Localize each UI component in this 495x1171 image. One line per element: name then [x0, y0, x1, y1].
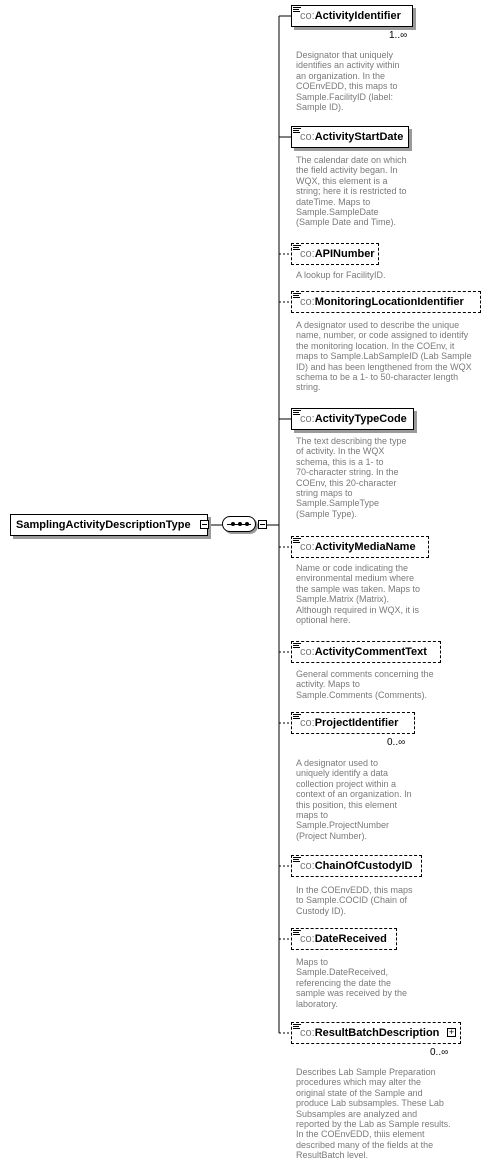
element-annotation-icon [293, 538, 301, 544]
element-annotation-icon [293, 643, 301, 649]
element-annotation-icon [293, 410, 301, 416]
element-description: The text describing the type of activity. In the WQX schema, this is a 1- to 70-character string. In the COEnv, this 20-character string maps to Sample.SampleType (Sample Type). [296, 436, 407, 519]
element-description: Designator that uniquely identifies an activity within an organization. In the COEnvEDD, this maps to Sample.FacilityID (label: Sample ID). [296, 50, 400, 113]
element-box[interactable] [291, 243, 379, 265]
element-description: The calendar date on which the field activity began. In WQX, this element is a string; here it is restricted to dateTime. Maps to Sample.SampleDate (Sample Date and Time). [296, 155, 407, 228]
element-box[interactable] [291, 408, 414, 430]
element-description: A designator used to describe the unique name, number, or code assigned to identify the monitoring location. In the COEnv, it maps to Sample.LabSampleID (Lab Sample ID) and has been lengthened from the WQX schema to be a 1- to 50-character length string. [296, 320, 472, 393]
element-name: ActivityIdentifier [314, 10, 401, 22]
element-box[interactable] [291, 928, 397, 950]
element-annotation-icon [293, 245, 301, 251]
element-namespace: co: [300, 646, 315, 658]
element-name: ChainOfCustodyID [314, 860, 413, 872]
element-box[interactable] [291, 5, 413, 27]
occurrence-label: 0..∞ [387, 737, 406, 748]
element-description: Maps to Sample.DateReceived, referencing the date the sample was received by the laboratory. [296, 957, 408, 1009]
element-namespace: co: [300, 933, 315, 945]
element-name: DateReceived [314, 933, 387, 945]
element-description: Describes Lab Sample Preparation procedures which may alter the original state of the Sample and produce Lab subsamples. These Lab Subsamples are analyzed and reported by the Lab as Sample results. In the COEnvEDD, thiis element described many of the fields at the ResultBatch level. [296, 1067, 451, 1161]
element-description: A designator used to uniquely identify a data collection project within a context of an organization. In this position, this element maps to Sample.ProjectNumber (Project Number). [296, 758, 412, 841]
element-namespace: co: [300, 10, 315, 22]
element-namespace: co: [300, 860, 315, 872]
element-annotation-icon [293, 930, 301, 936]
element-annotation-icon [293, 128, 301, 134]
element-name: ResultBatchDescription [314, 1027, 440, 1039]
element-box[interactable] [291, 712, 415, 734]
sequence-collapse-icon[interactable] [258, 520, 267, 529]
occurrence-label: 1..∞ [389, 30, 408, 41]
element-namespace: co: [300, 413, 315, 425]
element-name: ActivityTypeCode [314, 413, 407, 425]
element-namespace: co: [300, 131, 315, 143]
element-annotation-icon [293, 714, 301, 720]
element-name: ActivityCommentText [314, 646, 427, 658]
element-namespace: co: [300, 296, 315, 308]
element-name: MonitoringLocationIdentifier [314, 296, 464, 308]
element-namespace: co: [300, 541, 315, 553]
element-box[interactable] [291, 536, 429, 558]
element-namespace: co: [300, 1027, 315, 1039]
occurrence-label: 0..∞ [430, 1047, 449, 1058]
element-description: In the COEnvEDD, this maps to Sample.COCID (Chain of Custody ID). [296, 885, 413, 916]
root-type-label: SamplingActivityDescriptionType [16, 519, 191, 531]
element-annotation-icon [293, 1024, 301, 1030]
element-annotation-icon [293, 7, 301, 13]
element-name: ProjectIdentifier [314, 717, 399, 729]
element-box[interactable] [291, 641, 441, 663]
element-box[interactable] [291, 291, 481, 313]
sequence-compositor[interactable] [222, 516, 256, 532]
element-box[interactable] [291, 126, 409, 148]
element-namespace: co: [300, 248, 315, 260]
element-box[interactable] [291, 1022, 461, 1044]
element-annotation-icon [293, 857, 301, 863]
element-name: APINumber [314, 248, 375, 260]
element-annotation-icon [293, 293, 301, 299]
root-type-box[interactable] [10, 514, 208, 536]
element-name: ActivityMediaName [314, 541, 416, 553]
root-collapse-icon[interactable] [200, 520, 209, 529]
element-box[interactable] [291, 855, 422, 877]
element-name: ActivityStartDate [314, 131, 404, 143]
element-description: General comments concerning the activity. Maps to Sample.Comments (Comments). [296, 669, 434, 700]
element-namespace: co: [300, 717, 315, 729]
element-description: A lookup for FacilityID. [296, 270, 386, 280]
expand-plus-icon[interactable]: + [448, 1027, 455, 1037]
element-description: Name or code indicating the environmental medium where the sample was taken. Maps to Sample.Matrix (Matrix). Although required in WQX, it is optional here. [296, 563, 421, 626]
